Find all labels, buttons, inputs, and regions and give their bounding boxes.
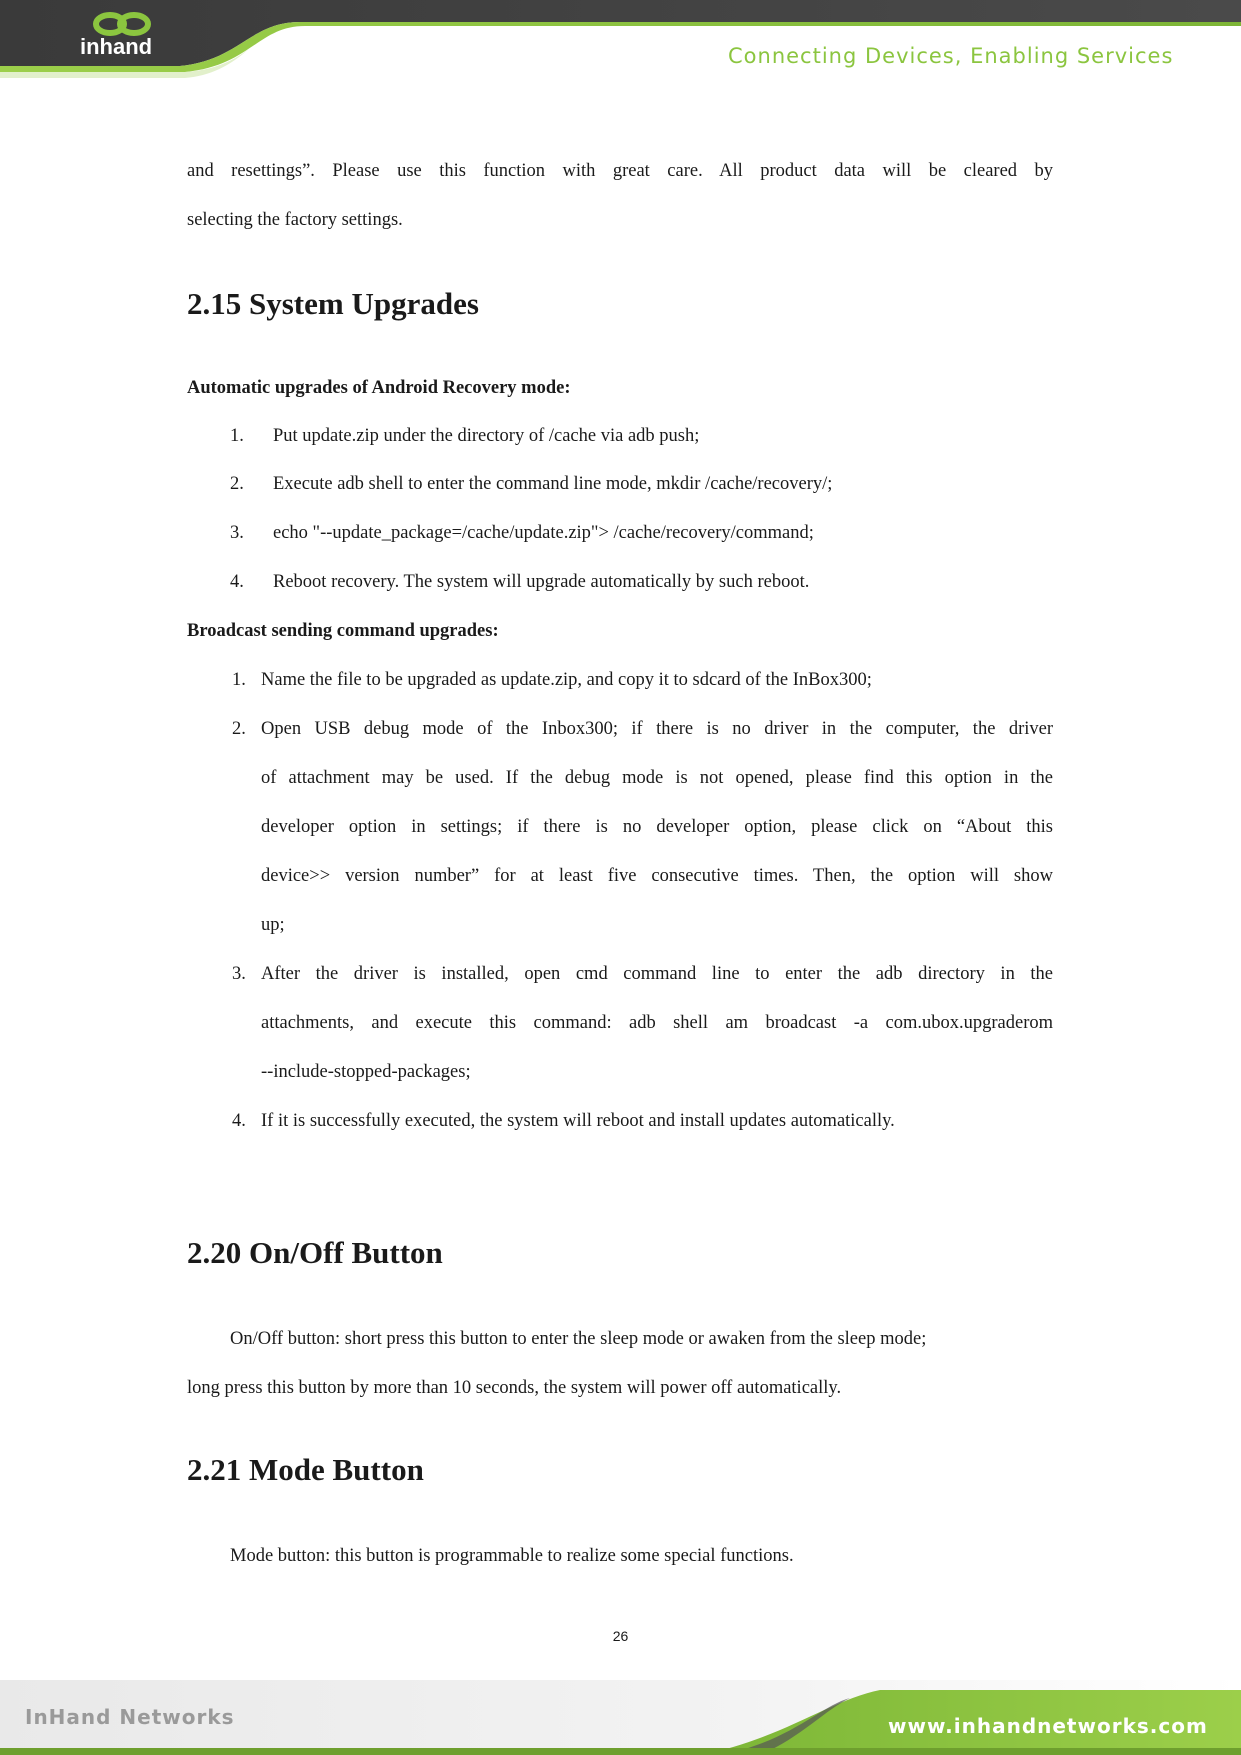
android-step-2-num: 2. xyxy=(230,474,244,494)
broadcast-step-4-line-1: If it is successfully executed, the system will reboot and install updates automatically. xyxy=(261,1111,895,1131)
broadcast-step-3-line-2: attachments, and execute this command: adb shell am broadcast -a com.ubox.upgraderom xyxy=(261,1013,1053,1033)
mode-line-1: Mode button: this button is programmable to realize some special functions. xyxy=(230,1546,794,1566)
broadcast-step-2-line-4: device>> version number” for at least five consecutive times. Then, the option will show xyxy=(261,866,1053,886)
broadcast-step-2-line-2: of attachment may be used. If the debug mode is not opened, please find this option in the xyxy=(261,768,1053,788)
android-step-1-num: 1. xyxy=(230,426,244,446)
broadcast-heading: Broadcast sending command upgrades: xyxy=(187,621,499,641)
section-title-onoff-button: 2.20 On/Off Button xyxy=(187,1235,443,1270)
page-footer xyxy=(0,1680,1241,1755)
broadcast-step-1-line-1: Name the file to be upgraded as update.zip, and copy it to sdcard of the InBox300; xyxy=(261,670,872,690)
page-header xyxy=(0,0,1241,110)
intro-line-1: and resettings”. Please use this function with great care. All product data will be cleared by xyxy=(187,161,1053,181)
broadcast-step-4-num: 4. xyxy=(232,1111,246,1131)
section-title-system-upgrades: 2.15 System Upgrades xyxy=(187,286,479,321)
broadcast-step-3-line-3: --include-stopped-packages; xyxy=(261,1062,471,1082)
intro-line-2: selecting the factory settings. xyxy=(187,210,403,230)
broadcast-step-2-line-5: up; xyxy=(261,915,285,935)
android-step-2: Execute adb shell to enter the command line mode, mkdir /cache/recovery/; xyxy=(273,474,833,494)
section-title-mode-button: 2.21 Mode Button xyxy=(187,1452,424,1487)
android-step-3: echo "--update_package=/cache/update.zip"> /cache/recovery/command; xyxy=(273,523,814,543)
android-step-4: Reboot recovery. The system will upgrade automatically by such reboot. xyxy=(273,572,810,592)
android-step-1: Put update.zip under the directory of /cache via adb push; xyxy=(273,426,700,446)
header-tagline: Connecting Devices, Enabling Services xyxy=(728,44,1174,68)
logo-text: inhand xyxy=(80,34,153,59)
onoff-line-2: long press this button by more than 10 seconds, the system will power off automatically. xyxy=(187,1378,842,1398)
android-step-4-num: 4. xyxy=(230,572,244,592)
android-step-3-num: 3. xyxy=(230,523,244,543)
broadcast-step-2-line-1: Open USB debug mode of the Inbox300; if there is no driver in the computer, the driver xyxy=(261,719,1053,739)
android-heading: Automatic upgrades of Android Recovery mode: xyxy=(187,378,571,398)
footer-company-name: InHand Networks xyxy=(25,1705,235,1729)
broadcast-step-2-num: 2. xyxy=(232,719,246,739)
page-number: 26 xyxy=(612,1628,629,1644)
broadcast-step-2-line-3: developer option in settings; if there is no developer option, please click on “About this xyxy=(261,817,1053,837)
broadcast-step-3-line-1: After the driver is installed, open cmd command line to enter the adb directory in the xyxy=(261,964,1053,984)
broadcast-step-3-num: 3. xyxy=(232,964,246,984)
broadcast-step-1-num: 1. xyxy=(232,670,246,690)
onoff-line-1: On/Off button: short press this button to enter the sleep mode or awaken from the sleep mode; xyxy=(230,1329,927,1349)
footer-website[interactable]: www.inhandnetworks.com xyxy=(888,1714,1208,1738)
